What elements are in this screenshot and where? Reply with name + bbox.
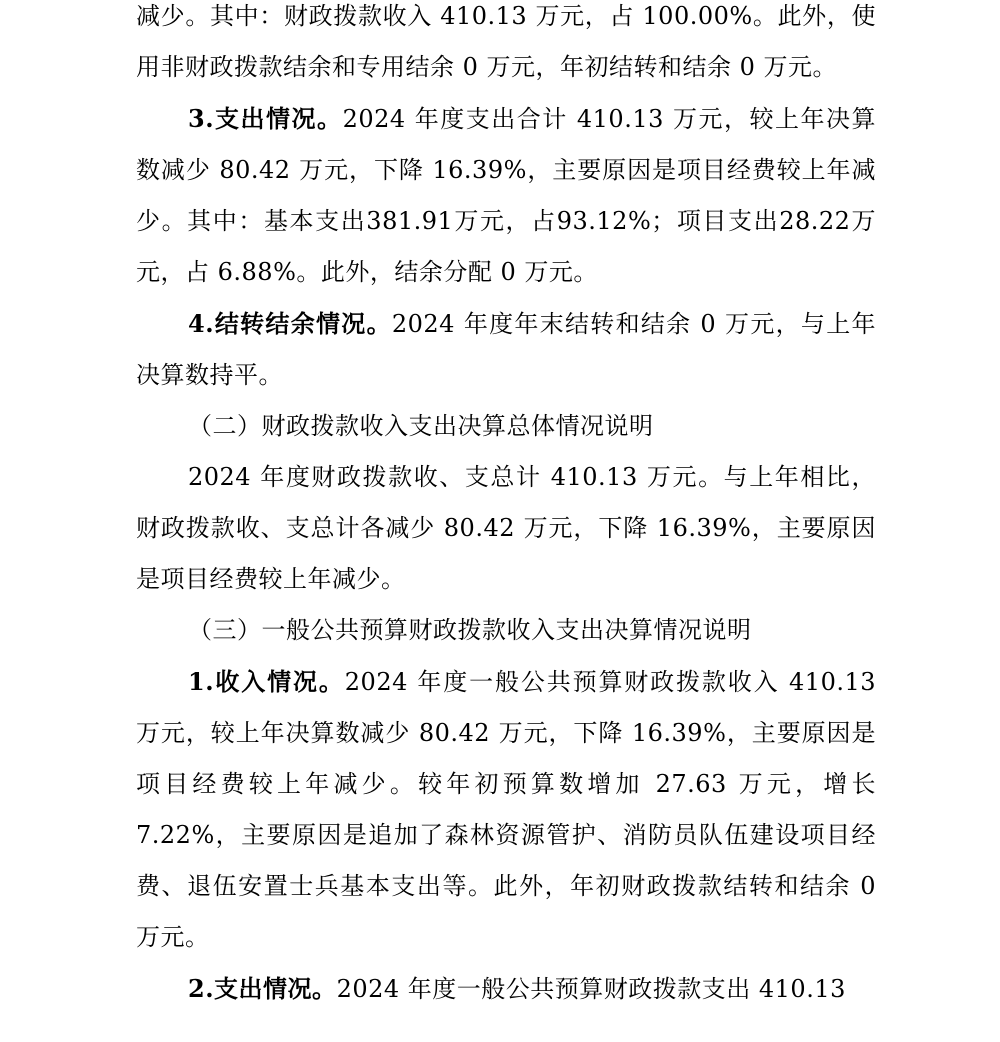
paragraph-income-summary [136,0,876,93]
paragraph-lead: 4.结转结余情况。 [188,309,392,338]
document-body [136,0,876,1015]
paragraph-general-income [136,656,876,963]
paragraph-text: 2024 年度一般公共预算财政拨款支出 410.13 [336,975,846,1003]
paragraph-expenditure [136,93,876,298]
paragraph-text: 2024 年度年末结转和结余 0 万元，与上年决算数持平。 [136,310,876,389]
paragraph-text: 2024 年度支出合计 410.13 万元，较上年决算数减少 80.42 万元，下降 16.39%，主要原因是项目经费较上年减少。其中：基本支出381.91万元，占93.12%；项目支出28.22万元，占 6.88%。此外，结余分配 0 万元。 [136,105,876,286]
section-heading-3: （三）一般公共预算财政拨款收入支出决算情况说明 [188,616,752,644]
paragraph-lead: 1.收入情况。 [188,667,345,696]
paragraph-lead: 2.支出情况。 [188,974,337,1003]
section-heading-2: （二）财政拨款收入支出决算总体情况说明 [188,412,654,440]
paragraph-fiscal-total [136,452,876,605]
paragraph-general-expenditure [136,963,876,1015]
paragraph-lead: 3.支出情况。 [188,104,343,133]
paragraph-text: 减少。其中：财政拨款收入 410.13 万元，占 100.00%。此外，使用非财政拨款结余和专用结余 0 万元，年初结转和结余 0 万元。 [136,2,876,81]
paragraph-carryover [136,298,876,401]
paragraph-text: 2024 年度一般公共预算财政拨款收入 410.13 万元，较上年决算数减少 80.42 万元，下降 16.39%，主要原因是项目经费较上年减少。较年初预算数增加 27.63 万元，增长 7.22%，主要原因是追加了森林资源管护、消防员队伍建设项目经费、退伍安置士兵基本支出等。此外，年初财政拨款结转和结余 0 万元。 [136,668,877,951]
paragraph-text: 2024 年度财政拨款收、支总计 410.13 万元。与上年相比，财政拨款收、支总计各减少 80.42 万元，下降 16.39%，主要原因是项目经费较上年减少。 [136,463,876,593]
